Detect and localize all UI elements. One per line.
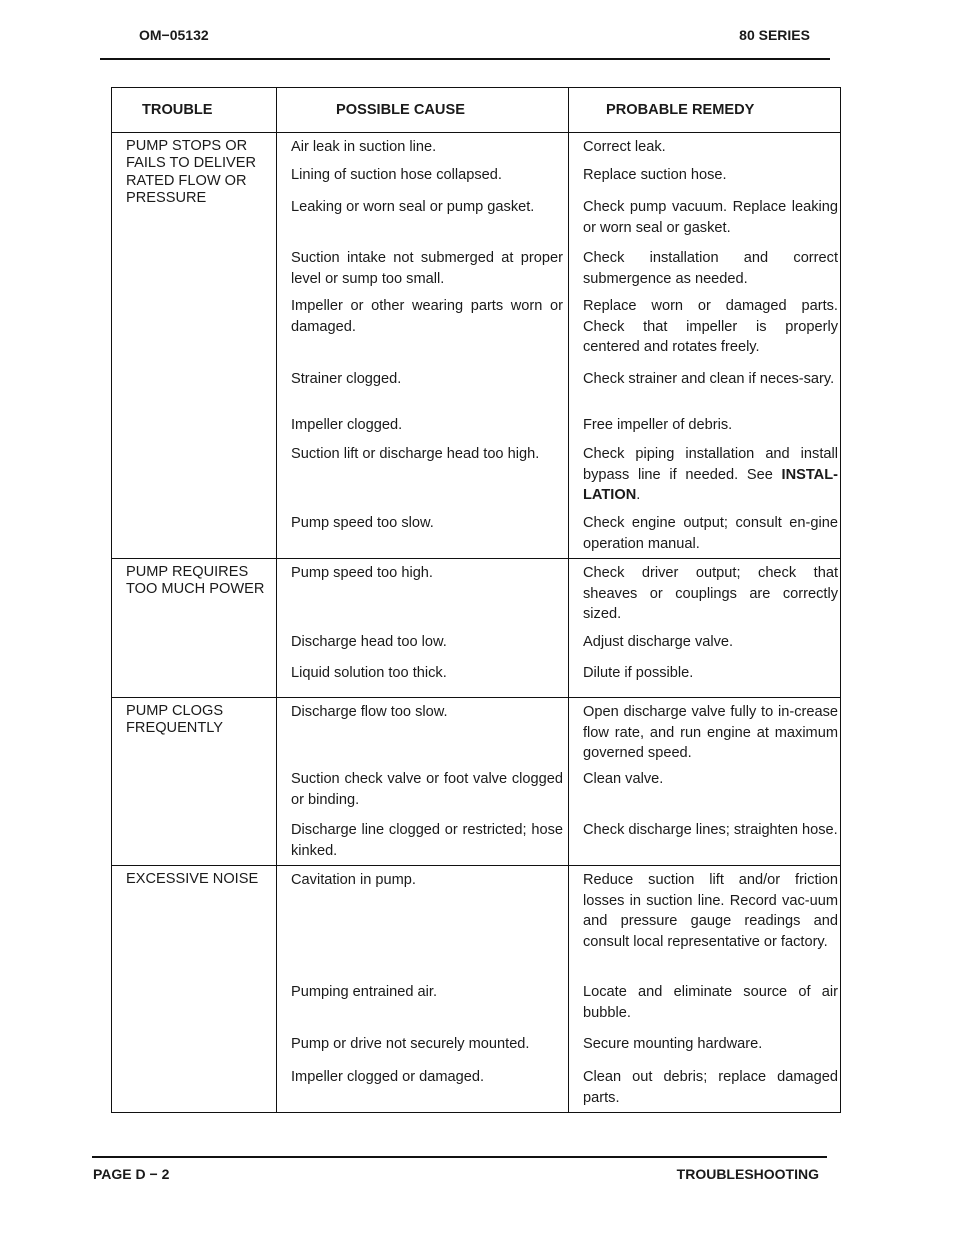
possible-cause: Pumping entrained air. xyxy=(291,984,438,1000)
column-header-cause: POSSIBLE CAUSE xyxy=(277,88,569,133)
page-number: PAGE D − 2 xyxy=(93,1166,170,1182)
cause-cell xyxy=(277,698,569,866)
probable-remedy: Check strainer and clean if neces-sary. xyxy=(583,371,835,387)
possible-cause: Impeller or other wearing parts worn or damaged. xyxy=(291,298,563,335)
document-id: OM−05132 xyxy=(139,27,209,43)
cause-cell xyxy=(277,133,569,559)
possible-cause: Pump speed too high. xyxy=(291,565,433,581)
trouble-cell: PUMP STOPS OR FAILS TO DELIVER RATED FLOW OR PRESSURE xyxy=(112,133,277,559)
possible-cause: Liquid solution too thick. xyxy=(291,665,447,681)
table-row xyxy=(112,698,841,866)
trouble-cell: EXCESSIVE NOISE xyxy=(112,866,277,1113)
probable-remedy: Free impeller of debris. xyxy=(583,417,733,433)
table-header-row xyxy=(112,88,841,133)
trouble-cell: PUMP CLOGS FREQUENTLY xyxy=(112,698,277,866)
possible-cause: Discharge head too low. xyxy=(291,634,447,650)
troubleshooting-table xyxy=(111,87,841,1113)
probable-remedy: Secure mounting hardware. xyxy=(583,1036,763,1052)
probable-remedy: Dilute if possible. xyxy=(583,665,694,681)
column-header-trouble: TROUBLE xyxy=(112,88,277,133)
table-row xyxy=(112,866,841,1113)
remedy-cell xyxy=(569,133,841,559)
possible-cause: Lining of suction hose collapsed. xyxy=(291,167,502,183)
series-title: 80 SERIES xyxy=(739,27,810,43)
possible-cause: Cavitation in pump. xyxy=(291,872,416,888)
possible-cause: Leaking or worn seal or pump gasket. xyxy=(291,199,535,215)
possible-cause: Pump or drive not securely mounted. xyxy=(291,1036,530,1052)
probable-remedy: Check installation and correct submergence as needed. xyxy=(583,250,838,287)
probable-remedy: Check pump vacuum. Replace leaking or worn seal or gasket. xyxy=(583,199,838,236)
possible-cause: Strainer clogged. xyxy=(291,371,402,387)
section-reference: INSTAL-LATION xyxy=(583,466,838,503)
probable-remedy: Adjust discharge valve. xyxy=(583,634,734,650)
cause-cell xyxy=(277,866,569,1113)
probable-remedy: Check discharge lines; straighten hose. xyxy=(583,822,838,838)
probable-remedy: Replace worn or damaged parts. Check that impeller is properly centered and rotates freely. xyxy=(583,298,838,355)
remedy-cell xyxy=(569,866,841,1113)
probable-remedy: Locate and eliminate source of air bubble. xyxy=(583,984,838,1021)
probable-remedy: Clean valve. xyxy=(583,771,664,787)
remedy-cell xyxy=(569,559,841,698)
probable-remedy: Replace suction hose. xyxy=(583,167,727,183)
possible-cause: Suction check valve or foot valve clogged or binding. xyxy=(291,771,563,808)
probable-remedy: Clean out debris; replace damaged parts. xyxy=(583,1069,838,1106)
possible-cause: Air leak in suction line. xyxy=(291,139,437,155)
possible-cause: Impeller clogged. xyxy=(291,417,403,433)
probable-remedy: Check driver output; check that sheaves or couplings are correctly sized. xyxy=(583,565,838,622)
possible-cause: Impeller clogged or damaged. xyxy=(291,1069,485,1085)
probable-remedy: Check piping installation and install bypass line if needed. See INSTAL-LATION. xyxy=(583,446,838,503)
probable-remedy: Reduce suction lift and/or friction losses in suction line. Record vac-uum and pressure gauge readings and consult local representative or factory. xyxy=(583,872,838,950)
possible-cause: Suction intake not submerged at proper level or sump too small. xyxy=(291,250,563,287)
cause-cell xyxy=(277,559,569,698)
column-header-remedy: PROBABLE REMEDY xyxy=(569,88,841,133)
footer-rule xyxy=(92,1156,827,1158)
possible-cause: Pump speed too slow. xyxy=(291,515,434,531)
remedy-cell xyxy=(569,698,841,866)
probable-remedy: Open discharge valve fully to in-crease flow rate, and run engine at maximum governed speed. xyxy=(583,704,838,761)
trouble-cell: PUMP REQUIRES TOO MUCH POWER xyxy=(112,559,277,698)
possible-cause: Suction lift or discharge head too high. xyxy=(291,446,540,462)
header-rule xyxy=(100,58,830,60)
probable-remedy: Correct leak. xyxy=(583,139,666,155)
table-row xyxy=(112,559,841,698)
possible-cause: Discharge line clogged or restricted; hose kinked. xyxy=(291,822,563,859)
section-title: TROUBLESHOOTING xyxy=(676,1166,819,1182)
table-row xyxy=(112,133,841,559)
probable-remedy: Check engine output; consult en-gine operation manual. xyxy=(583,515,838,552)
possible-cause: Discharge flow too slow. xyxy=(291,704,448,720)
